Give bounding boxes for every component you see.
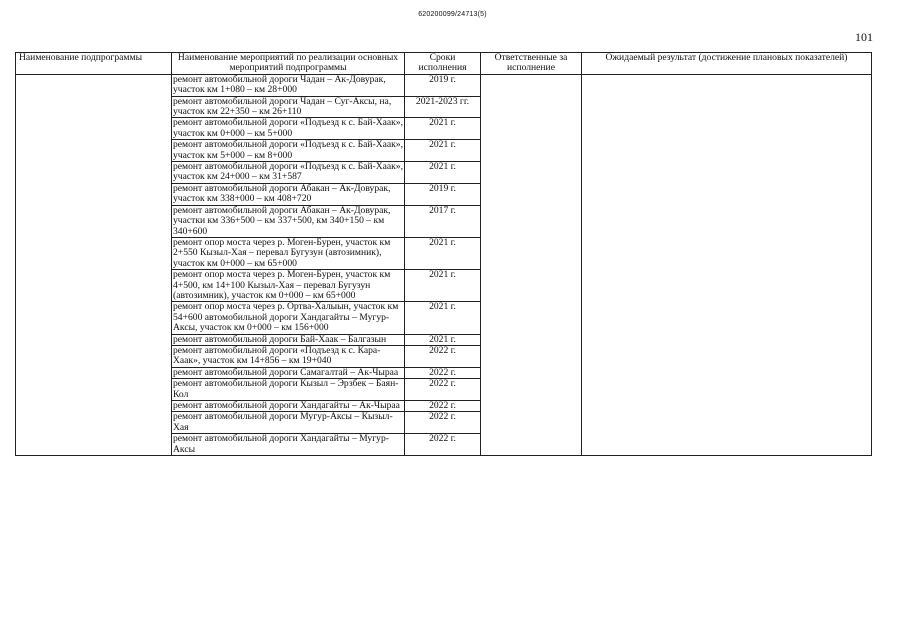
deadline-cell: 2021 г. xyxy=(405,270,481,302)
deadline-cell: 2021 г. xyxy=(405,334,481,345)
event-cell: ремонт автомобильной дороги «Подъезд к с. Кара-Хаак», участок км 14+856 – км 19+040 xyxy=(172,345,405,367)
event-cell: ремонт опор моста через р. Ортва-Халыын, участок км 54+600 автомобильной дороги Хандагайты – Мугур-Аксы, участок км 0+000 – км 156+000 xyxy=(172,302,405,334)
document-id: 620200099/24713(5) xyxy=(418,11,487,18)
header-responsible: Ответственные за исполнение xyxy=(481,53,582,75)
event-cell: ремонт автомобильной дороги «Подъезд к с. Бай-Хаак», участок км 0+000 – км 5+000 xyxy=(173,117,403,139)
event-cell: ремонт автомобильной дороги Абакан – Ак-Довурак, участки км 336+500 – км 337+500, км 340+150 – км 340+600 xyxy=(172,205,405,237)
event-cell: ремонт автомобильной дороги Чадан – Суг-Аксы, на, участок км 22+350 – км 26+110 xyxy=(172,96,405,118)
event-cell: ремонт автомобильной дороги «Подъезд к с. Бай-Хаак», участок км 24+000 – км 31+587 xyxy=(173,161,403,183)
deadline-cell: 2022 г. xyxy=(405,434,481,456)
header-expected-result: Ожидаемый результат (достижение плановых показателей) xyxy=(582,53,872,75)
header-subprogram: Наименование подпрограммы xyxy=(16,53,172,75)
deadline-cell: 2021 г. xyxy=(405,140,481,162)
responsible-cell xyxy=(481,74,582,455)
table-row xyxy=(16,74,872,96)
event-cell: ремонт автомобильной дороги Бай-Хаак – Балгазын xyxy=(172,334,405,345)
deadline-cell: 2021 г. xyxy=(405,118,481,140)
event-cell: ремонт автомобильной дороги Абакан – Ак-Довурак, участок км 338+000 – км 408+720 xyxy=(172,183,405,205)
deadline-cell: 2022 г. xyxy=(405,379,481,401)
program-table xyxy=(15,52,872,456)
deadline-cell: 2021 г. xyxy=(405,302,481,334)
expected-result-cell xyxy=(582,74,872,455)
event-cell: ремонт опор моста через р. Моген-Бурен, участок км 4+500, км 14+100 Кызыл-Хая – перевал Бугузун (автозимник), участок км 0+000 – км 65+000 xyxy=(172,270,405,302)
deadline-cell: 2022 г. xyxy=(405,367,481,378)
header-deadlines: Сроки исполнения xyxy=(405,53,481,75)
deadline-cell: 2021 г. xyxy=(405,237,481,269)
deadline-cell: 2021-2023 гг. xyxy=(405,96,481,118)
event-cell: ремонт автомобильной дороги Хандагайты – Ак-Чыраа xyxy=(172,401,405,412)
header-events: Наименование мероприятий по реализации основных мероприятий подпрограммы xyxy=(172,53,405,75)
event-cell: ремонт автомобильной дороги Самагалтай – Ак-Чыраа xyxy=(172,367,405,378)
deadline-cell: 2019 г. xyxy=(405,183,481,205)
event-cell: ремонт опор моста через р. Моген-Бурен, участок км 2+550 Кызыл-Хая – перевал Бугузун (автозимник), участок км 0+000 – км 65+000 xyxy=(172,237,405,269)
deadline-cell: 2021 г. xyxy=(405,162,481,184)
event-cell: ремонт автомобильной дороги Кызыл – Эрзбек – Баян-Кол xyxy=(172,379,405,401)
page-number: 101 xyxy=(855,30,873,44)
event-cell: ремонт автомобильной дороги «Подъезд к с. Бай-Хаак», участок км 5+000 – км 8+000 xyxy=(173,139,403,161)
deadline-cell: 2017 г. xyxy=(405,205,481,237)
event-cell: ремонт автомобильной дороги Чадан – Ак-Довурак, участок км 1+080 – км 28+000 xyxy=(172,74,405,96)
event-cell: ремонт автомобильной дороги Мугур-Аксы – Кызыл-Хая xyxy=(172,412,405,434)
deadline-cell: 2019 г. xyxy=(405,74,481,96)
subprogram-cell xyxy=(16,74,172,455)
deadline-cell: 2022 г. xyxy=(405,345,481,367)
table-header-row xyxy=(16,53,872,75)
deadline-cell: 2022 г. xyxy=(405,401,481,412)
event-cell: ремонт автомобильной дороги Хандагайты – Мугур-Аксы xyxy=(172,434,405,456)
deadline-cell: 2022 г. xyxy=(405,412,481,434)
